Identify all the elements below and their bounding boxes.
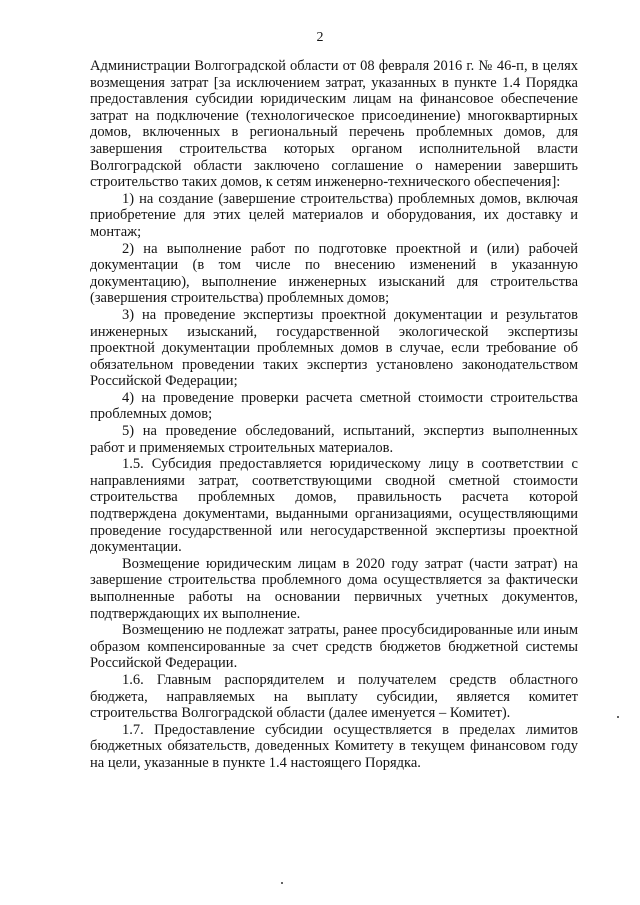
paragraph-1-6: 1.6. Главным распорядителем и получателем средств областного бюджета, направляемых на выплату субсидии, является комитет строительства Волгоградской области (далее именуется – Комитет). [90,671,578,722]
paragraph-1-7: 1.7. Предоставление субсидии осуществляется в пределах лимитов бюджетных обязательств, доведенных Комитету в текущем финансовом году на цели, указанные в пункте 1.4 настоящего Порядка. [90,721,578,771]
paragraph-reimbursement: Возмещение юридическим лицам в 2020 году затрат (части затрат) на завершение строительства проблемного дома осуществляется за фактически выполненные работы на основании первичных учетных документов, подтверждающих их выполнение. [90,555,578,622]
paragraph-exclusions: Возмещению не подлежат затраты, ранее просубсидированные или иным образом компенсированные за счет средств бюджетов бюджетной системы Российской Федерации. [90,622,578,672]
scan-speck [617,716,619,718]
paragraph-item-4: 4) на проведение проверки расчета сметной стоимости строительства проблемных домов; [90,389,578,423]
page-number: 2 [316,30,324,45]
paragraph-item-2: 2) на выполнение работ по подготовке проектной и (или) рабочей документации (в том числе по внесению изменений в указанную документацию), выполнение инженерных изысканий для строительства (завершения строительства) проблемных домов; [90,240,578,307]
document-body [90,58,578,772]
scan-speck [281,882,283,884]
paragraph-item-3: 3) на проведение экспертизы проектной документации и результатов инженерных изысканий, государственной экологической экспертизы проектной документации проблемных домов в случае, если требование об обязательном проведении таких экспертиз установлено законодательством Российской Федерации; [90,306,578,390]
paragraph-item-1: 1) на создание (завершение строительства) проблемных домов, включая приобретение для этих целей материалов и оборудования, их доставку и монтаж; [90,190,578,240]
paragraph-intro: Администрации Волгоградской области от 08 февраля 2016 г. № 46-п, в целях возмещения затрат [за исключением затрат, указанных в пункте 1.4 Порядка предоставления субсидии юридическим лицам на финансовое обеспечение затрат на подключение (технологическое присоединение) многоквартирных домов, включенных в региональный перечень проблемных домов, для завершения строительства которых органом исполнительной власти Волгоградской области заключено соглашение о намерении завершить строительство таких домов, к сетям инженерно-технического обеспечения]: [90,58,578,191]
paragraph-1-5: 1.5. Субсидия предоставляется юридическому лицу в соответствии с направлениями затрат, соответствующими сводной сметной стоимости строительства проблемных домов, правильность расчета которой подтверждена документами, выданными организациями, осуществляющими проведение государственной или негосударственной экспертизы проектной документации. [90,456,578,556]
paragraph-item-5: 5) на проведение обследований, испытаний, экспертиз выполненных работ и применяемых строительных материалов. [90,423,578,456]
